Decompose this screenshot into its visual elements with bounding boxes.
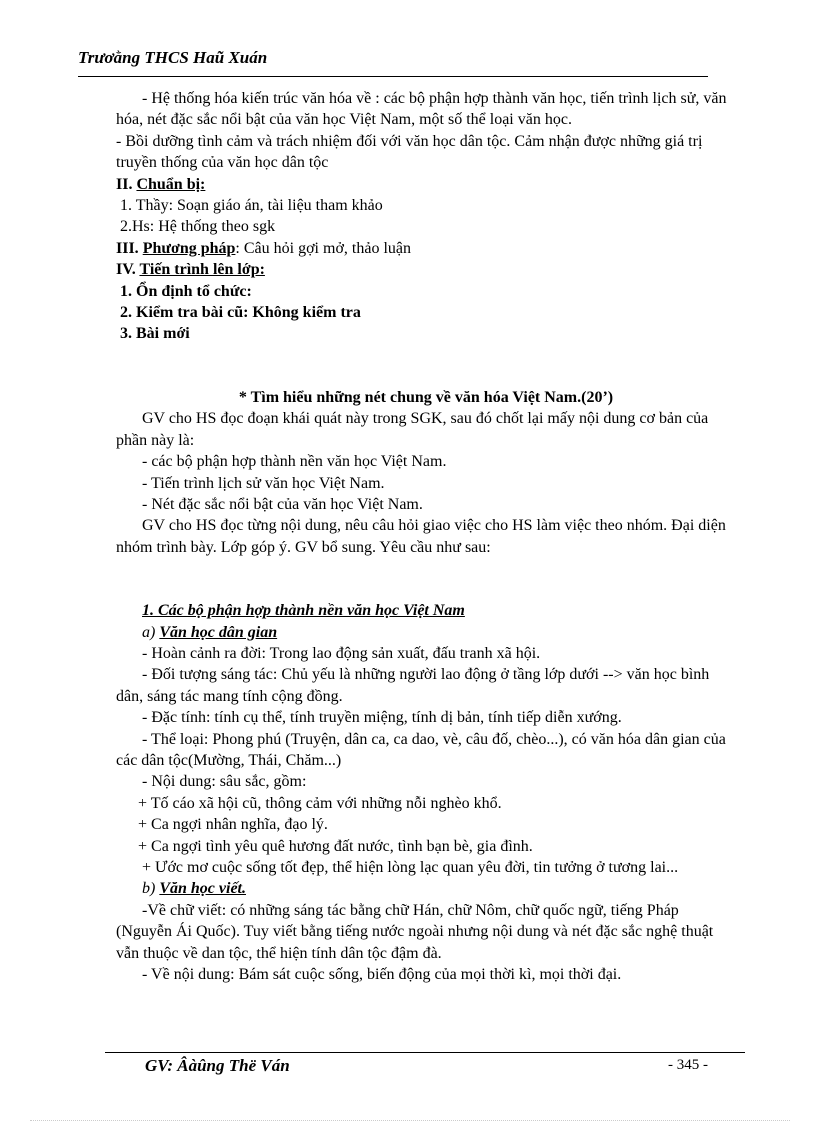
sub-b-title: Văn học viết. [159,880,246,898]
objective-paragraph-2: - Bồi dưỡng tình cảm và trách nhiệm đối với văn học dân tộc. Cảm nhận được những giá trị truyền thống của văn học dân tộc [116,132,703,172]
folk-lit-subitem: + Ước mơ cuộc sống tốt đẹp, thể hiện lòng lạc quan yêu đời, tin tưởng ở tương lai... [142,859,679,876]
sub-b-heading [116,878,736,899]
prep-item-1: 1. Thầy: Soạn giáo án, tài liệu tham khảo [120,197,383,215]
folk-lit-item: - Đối tượng sáng tác: Chủ yếu là những người lao động ở tầng lớp dưới --> văn học bình dân, sáng tác mang tính cộng đồng. [116,666,710,705]
written-lit-item: - Về nội dung: Bám sát cuộc sống, biến động của mọi thời kì, mọi thời đại. [142,966,622,984]
section-4-title: Tiến trình lên lớp: [139,261,265,279]
section-2-heading [116,174,736,195]
header-rule [78,76,708,77]
page-number: - 345 - [668,1057,708,1073]
section-4-heading [116,259,736,280]
folk-lit-subitem: + Tố cáo xã hội cũ, thông cảm với những nỗi nghèo khổ. [138,794,502,812]
page-edge-dots [30,1120,790,1121]
folk-lit-subitem: + Ca ngợi nhân nghĩa, đạo lý. [138,816,328,834]
section-2-number: II. [116,175,137,193]
document-body [116,88,736,985]
folk-lit-item: - Hoàn cảnh ra đời: Trong lao động sản xuất, đấu tranh xã hội. [142,644,541,662]
folk-lit-subitem: + Ca ngợi tình yêu quê hương đất nước, tình bạn bè, gia đình. [138,837,533,855]
list-item: - Tiến trình lịch sử văn học Việt Nam. [142,474,385,492]
section-3-text: : Câu hỏi gợi mở, thảo luận [235,239,411,257]
section-4-number: IV. [116,261,140,279]
part-1-heading: 1. Các bộ phận hợp thành nền văn học Việt Nam [142,602,465,620]
sub-a-heading [116,622,736,643]
footer-rule [105,1052,745,1053]
step-2: 2. Kiểm tra bài cũ: Không kiểm tra [120,304,361,322]
list-item: - Nét đặc sắc nổi bật của văn học Việt Nam. [142,495,423,513]
section-2-title: Chuẩn bị: [136,175,206,193]
written-lit-item: -Về chữ viết: có những sáng tác bằng chữ Hán, chữ Nôm, chữ quốc ngữ, tiếng Pháp (Nguyễn Ái Quốc). Tuy viết bằng tiếng nước ngoài nhưng nội dung và nét đặc sắc nghệ thuật vẫn thuộc về dan tộc, thể hiện tính dân tộc đậm đà. [116,901,714,962]
page-header: Trươằng THCS Haũ Xuán [78,48,268,67]
footer-teacher: GV: Âàûng Thë Ván [145,1056,290,1075]
section-3-number: III. [116,239,143,257]
spacer [116,345,736,387]
teacher-instruction-1: GV cho HS đọc đoạn khái quát này trong SGK, sau đó chốt lại mấy nội dung cơ bản của phần này là: [116,410,709,449]
prep-item-2: 2.Hs: Hệ thống theo sgk [120,218,276,236]
sub-b-label: b) [142,880,160,898]
folk-lit-item: - Đặc tính: tính cụ thể, tính truyền miệng, tính dị bản, tính tiếp diễn xướng. [142,709,622,727]
section-3-title: Phương pháp [142,239,236,257]
list-item: - các bộ phận hợp thành nền văn học Việt Nam. [142,453,447,471]
folk-lit-item: - Nội dung: sâu sắc, gồm: [142,773,307,791]
step-3: 3. Bài mới [120,325,190,343]
step-1: 1. Ổn định tổ chức: [120,282,252,300]
objective-paragraph-1: - Hệ thống hóa kiến trúc văn hóa về : các bộ phận hợp thành văn học, tiến trình lịch sử, văn hóa, nét đặc sắc nổi bật của văn học Việt Nam, một số thể loại văn học. [116,90,727,129]
spacer [116,558,736,600]
sub-a-label: a) [142,623,160,641]
activity-heading: * Tìm hiểu những nét chung về văn hóa Việt Nam.(20’) [238,388,614,406]
folk-lit-item: - Thể loại: Phong phú (Truyện, dân ca, ca dao, vè, câu đố, chèo...), có văn hóa dân gian của các dân tộc(Mường, Thái, Chăm...) [116,730,726,769]
section-3-heading [116,238,736,259]
sub-a-title: Văn học dân gian [159,623,278,641]
teacher-instruction-2: GV cho HS đọc từng nội dung, nêu câu hỏi giao việc cho HS làm việc theo nhóm. Đại diện nhóm trình bày. Lớp góp ý. GV bổ sung. Yêu cầu như sau: [116,517,726,556]
